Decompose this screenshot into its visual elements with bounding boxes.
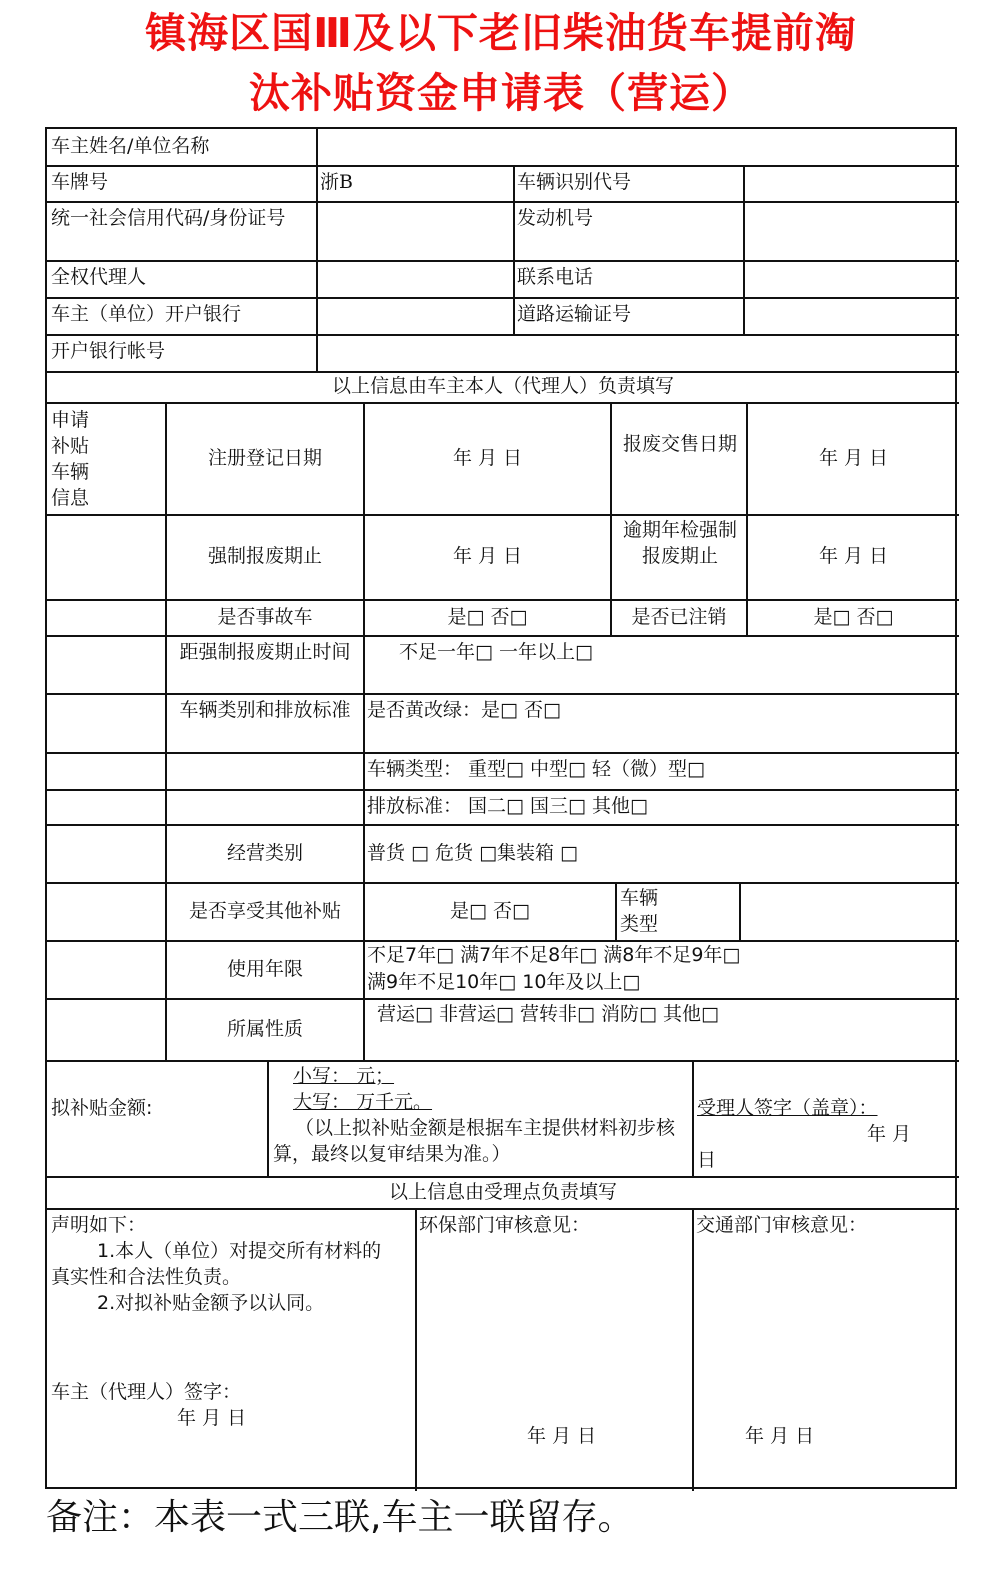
- owner-sign-date: 年 月 日: [177, 1407, 247, 1429]
- declaration-item-2: 2.对拟补贴金额予以认同。: [97, 1292, 325, 1314]
- engine-label: 发动机号: [517, 207, 594, 229]
- overdue-value: 年 月 日: [818, 545, 889, 567]
- credit-code-label: 统一社会信用代码/身份证号: [51, 207, 286, 229]
- reg-date-value: 年 月 日: [452, 447, 523, 469]
- distance-options[interactable]: 不足一年□ 一年以上□: [399, 641, 593, 663]
- other-subsidy-label: 是否享受其他补贴: [188, 900, 341, 922]
- vehicle-type-label: 车辆类型: [620, 887, 659, 935]
- declaration-title: 声明如下：: [51, 1214, 147, 1236]
- scrap-sale-label: 报废交售日期: [622, 433, 737, 455]
- forced-scrap-label: 强制报废期止: [207, 545, 322, 567]
- traffic-review-label: 交通部门审核意见：: [696, 1214, 868, 1236]
- cancelled-label: 是否已注销: [631, 606, 727, 628]
- handler-date-ym: 年 月: [867, 1123, 912, 1145]
- forced-scrap-value: 年 月 日: [452, 545, 523, 567]
- plate-value[interactable]: 浙B: [320, 171, 353, 193]
- traffic-review-date: 年 月 日: [745, 1425, 815, 1447]
- reg-date-label: 注册登记日期: [207, 447, 322, 469]
- form-title-line1: 镇海区国Ⅲ及以下老旧柴油货车提前淘: [145, 9, 857, 57]
- vin-label: 车辆识别代号: [517, 171, 632, 193]
- owner-sign-label: 车主（代理人）签字：: [51, 1381, 242, 1403]
- application-form-table: [45, 127, 957, 1489]
- category-label: 车辆类别和排放标准: [179, 699, 351, 721]
- nature-options[interactable]: 营运□ 非营运□ 营转非□ 消防□ 其他□: [377, 1003, 719, 1025]
- business-label: 经营类别: [226, 842, 303, 864]
- overdue-label: 逾期年检强制报废期止: [622, 519, 737, 567]
- account-label: 开户银行帐号: [51, 340, 166, 362]
- agent-label: 全权代理人: [51, 266, 147, 288]
- footer-note: 备注：本表一式三联,车主一联留存。: [46, 1497, 634, 1538]
- distance-label: 距强制报废期止时间: [179, 641, 351, 663]
- handler-date-d: 日: [697, 1149, 717, 1171]
- yellow-green-options[interactable]: 是否黄改绿：是□ 否□: [367, 699, 561, 721]
- env-review-date: 年 月 日: [527, 1425, 597, 1447]
- phone-label: 联系电话: [517, 266, 594, 288]
- scrap-sale-value: 年 月 日: [818, 447, 889, 469]
- emission-options[interactable]: 排放标准： 国二□ 国三□ 其他□: [367, 795, 648, 817]
- amount-large[interactable]: 大写： 万千元。: [293, 1091, 433, 1113]
- office-section-note: 以上信息由受理点负责填写: [388, 1181, 617, 1203]
- bank-label: 车主（单位）开户银行: [51, 303, 242, 325]
- other-subsidy-options[interactable]: 是□ 否□: [450, 900, 530, 922]
- transport-cert-label: 道路运输证号: [517, 303, 632, 325]
- accident-options[interactable]: 是□ 否□: [447, 606, 528, 628]
- declaration-item-1: 1.本人（单位）对提交所有材料的真实性和合法性负责。: [51, 1240, 382, 1288]
- handler-sign-label: 受理人签字（盖章）：: [697, 1097, 878, 1119]
- vehicle-type-options[interactable]: 车辆类型： 重型□ 中型□ 轻（微）型□: [367, 758, 705, 780]
- years-options-line2[interactable]: 满9年不足10年□ 10年及以上□: [367, 971, 641, 993]
- env-review-label: 环保部门审核意见：: [419, 1214, 591, 1236]
- amount-label: 拟补贴金额:: [51, 1097, 153, 1119]
- form-title-line2: 汰补贴资金申请表（营运）: [249, 69, 753, 117]
- owner-name-label: 车主姓名/单位名称: [51, 135, 210, 157]
- owner-section-note: 以上信息由车主本人（代理人）负责填写: [331, 375, 674, 397]
- vehicle-info-label: 申请补贴车辆信息: [51, 409, 90, 509]
- years-options-line1[interactable]: 不足7年□ 满7年不足8年□ 满8年不足9年□: [367, 944, 741, 966]
- accident-label: 是否事故车: [217, 606, 313, 628]
- plate-label: 车牌号: [51, 171, 109, 193]
- amount-small[interactable]: 小写： 元；: [293, 1065, 395, 1087]
- service-years-label: 使用年限: [226, 958, 303, 980]
- nature-label: 所属性质: [226, 1018, 303, 1040]
- business-options[interactable]: 普货 □ 危货 □集装箱 □: [367, 842, 579, 864]
- cancelled-options[interactable]: 是□ 否□: [813, 606, 894, 628]
- amount-note: （以上拟补贴金额是根据车主提供材料初步核算，最终以复审结果为准。）: [273, 1117, 676, 1165]
